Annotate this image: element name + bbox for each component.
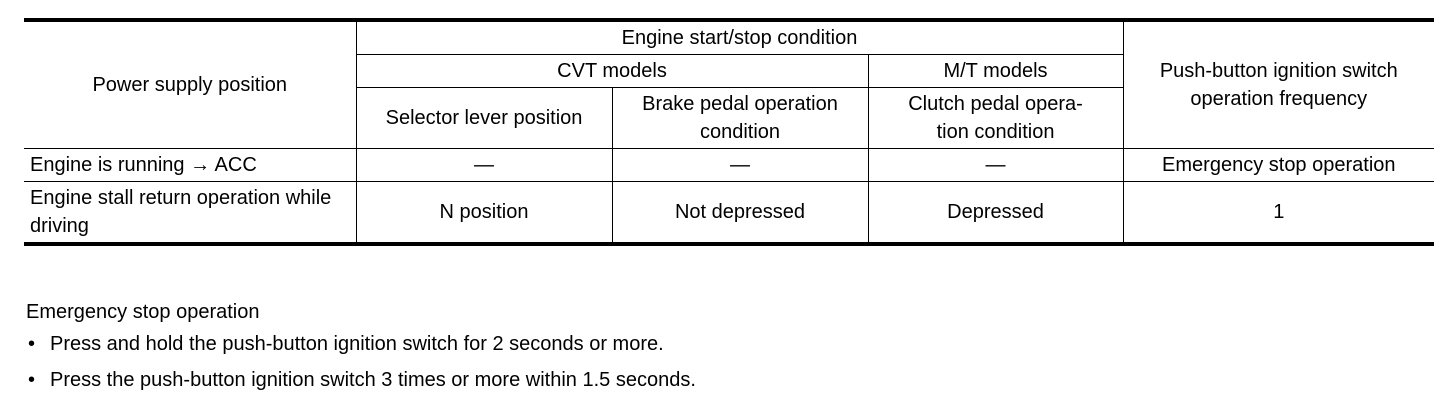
header-engine-start-stop-condition: Engine start/stop condition (356, 20, 1123, 55)
note-text: Press and hold the push-button ignition switch for 2 seconds or more. (50, 333, 664, 355)
header-selector-lever-position: Selector lever position (356, 88, 612, 149)
bullet-icon: • (28, 333, 36, 355)
cell-selector: N position (356, 182, 612, 245)
table-row (24, 149, 1434, 182)
cell-selector: — (356, 149, 612, 182)
cell-clutch: Depressed (868, 182, 1123, 245)
bullet-icon: • (28, 369, 36, 391)
cell-frequency: Emergency stop operation (1123, 149, 1434, 182)
header-row-1 (24, 20, 1434, 55)
table-row (24, 182, 1434, 245)
header-mt-models: M/T models (868, 55, 1123, 88)
cell-brake: Not depressed (612, 182, 868, 245)
cell-brake: — (612, 149, 868, 182)
cell-frequency: 1 (1123, 182, 1434, 245)
engine-start-stop-table (24, 18, 1434, 246)
header-cvt-models: CVT models (356, 55, 868, 88)
cell-position: Engine is running → ACC (24, 149, 356, 182)
list-item (26, 366, 1426, 394)
note-text: Press the push-button ignition switch 3 times or more within 1.5 seconds. (50, 369, 696, 391)
cell-position: Engine stall return operation while driving (24, 182, 356, 245)
header-clutch-pedal-condition: Clutch pedal opera- tion condition (868, 88, 1123, 149)
notes-list (26, 330, 1426, 394)
header-operation-frequency: Push-button ignition switch operation frequency (1123, 20, 1434, 149)
list-item (26, 330, 1426, 358)
cell-clutch: — (868, 149, 1123, 182)
header-brake-pedal-condition: Brake pedal operation condition (612, 88, 868, 149)
header-power-supply-position: Power supply position (24, 20, 356, 149)
notes-title: Emergency stop operation (26, 301, 260, 323)
emergency-stop-notes (26, 298, 1426, 402)
